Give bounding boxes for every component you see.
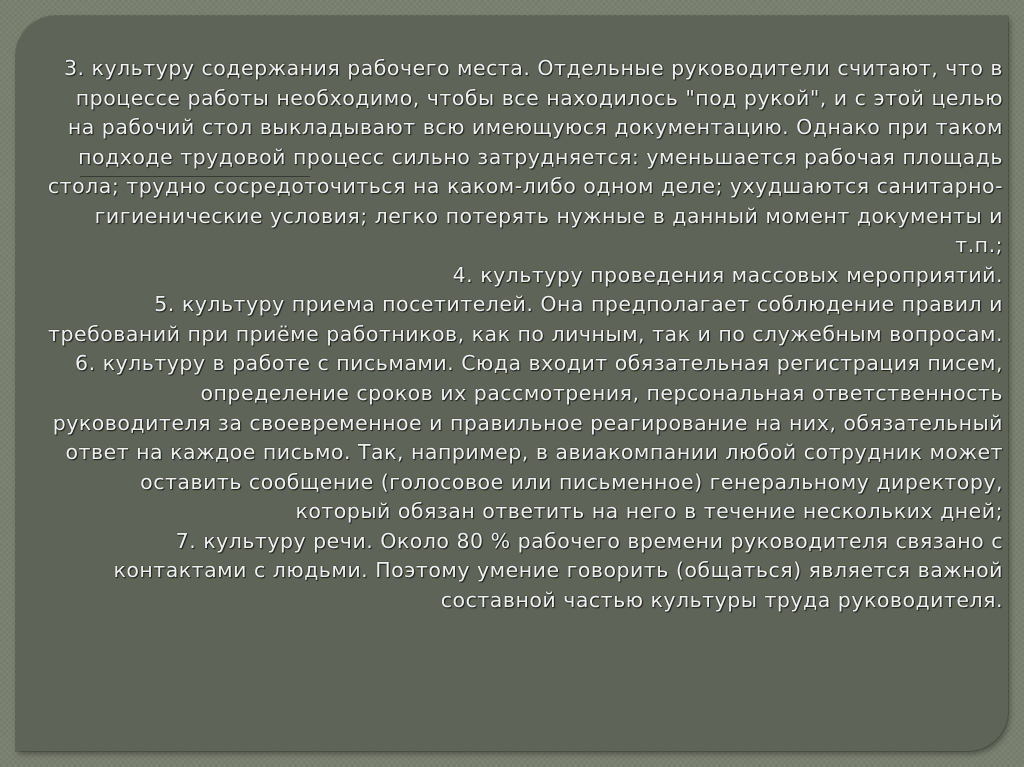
paragraph-item-7: 7. культуру речи. Около 80 % рабочего времени руководителя связано с контактами с людьми. Поэтому умение говорить (общаться) является важной составной частью культуры труда руководителя. xyxy=(113,528,1003,612)
slide-body-text xyxy=(46,54,1003,615)
slide-panel xyxy=(16,16,1008,751)
paragraph-item-5: 5. культуру приема посетителей. Она предполагает соблюдение правил и требований при приёме работников, как по личным, так и по служебным вопросам. xyxy=(48,292,1003,346)
paragraph-item-6: 6. культуру в работе с письмами. Сюда входит обязательная регистрация писем, определение сроков их рассмотрения, персональная ответственность руководителя за своевременное и правильное реагирование на них, обязательный ответ на каждое письмо. Так, например, в авиакомпании любой сотрудник может оставить сообщение (голосовое или письменное) генеральному директору, который обязан ответить на него в течение нескольких дней; xyxy=(52,351,1003,524)
paragraph-item-4: 4. культуру проведения массовых мероприятий. xyxy=(452,262,1003,287)
paragraph-item-3: 3. культуру содержания рабочего места. Отдельные руководители считают, что в процессе работы необходимо, чтобы все находилось "под рукой", и с этой целью на рабочий стол выкладывают всю имеющуюся документацию. Однако при таком подходе трудовой процесс сильно затрудняется: уменьшается рабочая площадь стола; трудно сосредоточиться на каком-либо одном деле; ухудшаются санитарно-гигиенические условия; легко потерять нужные в данный момент документы и т.п.; xyxy=(47,56,1003,258)
